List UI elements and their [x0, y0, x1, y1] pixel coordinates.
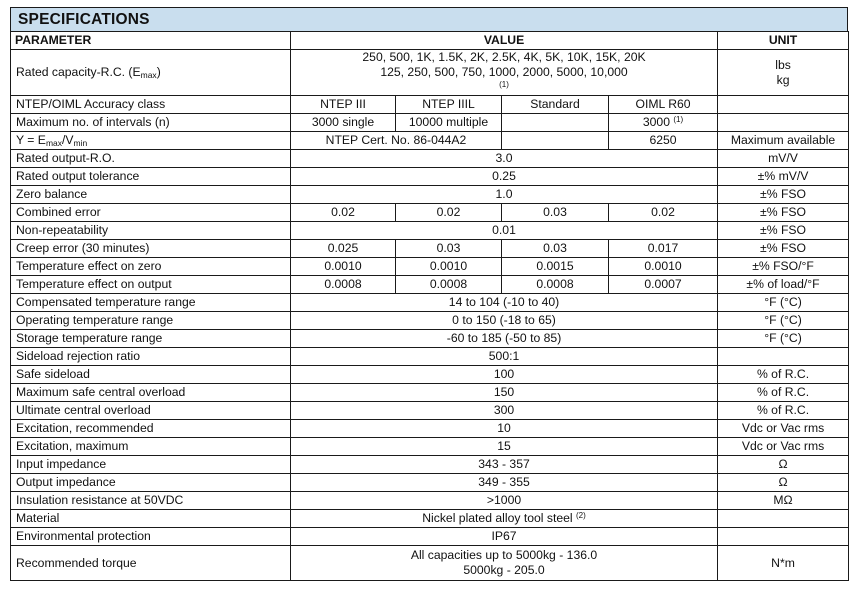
row-label: Zero balance	[11, 186, 291, 204]
row-value: 0.02	[291, 204, 396, 222]
row-label: Compensated temperature range	[11, 294, 291, 312]
row-label: Environmental protection	[11, 528, 291, 546]
row-value: 0.01	[291, 222, 718, 240]
row-value: 0.017	[609, 240, 718, 258]
row-unit: % of R.C.	[718, 384, 849, 402]
row-unit: Vdc or Vac rms	[718, 438, 849, 456]
unit-line-1: lbs	[775, 57, 791, 72]
row-unit: N*m	[718, 546, 849, 581]
row-unit: Maximum available	[718, 132, 849, 150]
table-row	[11, 510, 849, 528]
row-value: 1.0	[291, 186, 718, 204]
table-row	[11, 330, 849, 348]
table-row	[11, 438, 849, 456]
row-unit: ±% FSO	[718, 222, 849, 240]
row-unit: ±% of load/°F	[718, 276, 849, 294]
table-row	[11, 546, 849, 581]
row-value: 100	[291, 366, 718, 384]
row-unit	[718, 348, 849, 366]
specifications-table	[10, 31, 849, 581]
row-value: 349 - 355	[291, 474, 718, 492]
row-value: 14 to 104 (-10 to 40)	[291, 294, 718, 312]
row-value: 0.03	[502, 204, 609, 222]
section-title	[10, 7, 848, 31]
row-value: 3.0	[291, 150, 718, 168]
row-value: 6250	[609, 132, 718, 150]
row-unit: °F (°C)	[718, 312, 849, 330]
section-title-text: SPECIFICATIONS	[18, 10, 150, 28]
row-label: Excitation, recommended	[11, 420, 291, 438]
row-value: 0.0015	[502, 258, 609, 276]
table-row	[11, 384, 849, 402]
row-value	[502, 132, 609, 150]
row-label: Ultimate central overload	[11, 402, 291, 420]
row-value: 0.0010	[609, 258, 718, 276]
row-value: 0.0008	[291, 276, 396, 294]
row-unit: MΩ	[718, 492, 849, 510]
row-unit	[718, 510, 849, 528]
footnote-marker: (1)	[499, 80, 509, 89]
row-value: 0.0008	[396, 276, 502, 294]
row-label: Combined error	[11, 204, 291, 222]
row-value: 0.0008	[502, 276, 609, 294]
table-row	[11, 312, 849, 330]
table-row	[11, 366, 849, 384]
row-value: 150	[291, 384, 718, 402]
row-unit: °F (°C)	[718, 330, 849, 348]
label-text: Rated capacity-R.C. (E	[16, 65, 141, 79]
table-row	[11, 114, 849, 132]
row-label: Output impedance	[11, 474, 291, 492]
row-unit	[718, 50, 849, 96]
row-label: NTEP/OIML Accuracy class	[11, 96, 291, 114]
row-value	[291, 50, 718, 96]
header-row	[11, 32, 849, 50]
table-row	[11, 276, 849, 294]
table-row	[11, 456, 849, 474]
row-value: 0.0010	[396, 258, 502, 276]
row-value	[291, 546, 718, 581]
table-row	[11, 492, 849, 510]
row-value: 10	[291, 420, 718, 438]
row-value: NTEP Cert. No. 86-044A2	[291, 132, 502, 150]
row-value: 343 - 357	[291, 456, 718, 474]
row-unit: Ω	[718, 456, 849, 474]
table-row	[11, 186, 849, 204]
row-value: 0.02	[396, 204, 502, 222]
row-label: Recommended torque	[11, 546, 291, 581]
row-value: IP67	[291, 528, 718, 546]
unit-line-2: kg	[776, 72, 790, 87]
row-label: Rated output-R.O.	[11, 150, 291, 168]
specifications-panel	[10, 7, 848, 581]
row-label: Non-repeatability	[11, 222, 291, 240]
header-unit: UNIT	[718, 32, 849, 50]
label-text-end: )	[156, 65, 161, 79]
row-value: 0 to 150 (-18 to 65)	[291, 312, 718, 330]
row-unit	[718, 96, 849, 114]
row-value: 0.03	[502, 240, 609, 258]
table-row	[11, 240, 849, 258]
row-label: Safe sideload	[11, 366, 291, 384]
row-value	[502, 114, 609, 132]
row-value: >1000	[291, 492, 718, 510]
table-row	[11, 528, 849, 546]
header-parameter: PARAMETER	[11, 32, 291, 50]
row-unit: °F (°C)	[718, 294, 849, 312]
row-unit: ±% mV/V	[718, 168, 849, 186]
table-row	[11, 132, 849, 150]
table-row	[11, 294, 849, 312]
row-value: 0.025	[291, 240, 396, 258]
row-unit: ±% FSO	[718, 186, 849, 204]
table-row	[11, 50, 849, 96]
row-value: 3000 single	[291, 114, 396, 132]
label-subscript: max	[140, 70, 157, 80]
row-value: 15	[291, 438, 718, 456]
row-value: 0.25	[291, 168, 718, 186]
footnote-marker: (1)	[673, 115, 684, 124]
row-value: Nickel plated alloy tool steel $^{(2)}$	[291, 510, 718, 528]
table-row	[11, 204, 849, 222]
row-value: 0.03	[396, 240, 502, 258]
table-row	[11, 348, 849, 366]
row-unit: ±% FSO	[718, 204, 849, 222]
row-value: OIML R60	[609, 96, 718, 114]
table-row	[11, 96, 849, 114]
row-value: 0.0010	[291, 258, 396, 276]
table-row	[11, 168, 849, 186]
table-row	[11, 258, 849, 276]
table-row	[11, 420, 849, 438]
row-value: NTEP IIIL	[396, 96, 502, 114]
row-label: Maximum safe central overload	[11, 384, 291, 402]
row-label: $Y = E_{max}/V_{min}$	[11, 132, 291, 150]
row-value: Standard	[502, 96, 609, 114]
value-line-1: All capacities up to 5000kg - 136.0	[410, 548, 598, 562]
row-label: Temperature effect on output	[11, 276, 291, 294]
row-unit	[718, 114, 849, 132]
table-row	[11, 474, 849, 492]
table-row	[11, 222, 849, 240]
row-value: 500:1	[291, 348, 718, 366]
row-label: Sideload rejection ratio	[11, 348, 291, 366]
row-value: 0.0007	[609, 276, 718, 294]
row-label: Temperature effect on zero	[11, 258, 291, 276]
value-line-2: 125, 250, 500, 750, 1000, 2000, 5000, 10,000 $^{(1)}$	[380, 65, 628, 89]
row-label: Creep error (30 minutes)	[11, 240, 291, 258]
row-unit	[718, 528, 849, 546]
row-unit: % of R.C.	[718, 366, 849, 384]
row-unit: ±% FSO/°F	[718, 258, 849, 276]
row-unit: Vdc or Vac rms	[718, 420, 849, 438]
row-value: -60 to 185 (-50 to 85)	[291, 330, 718, 348]
row-value: NTEP III	[291, 96, 396, 114]
value-line-1: 250, 500, 1K, 1.5K, 2K, 2.5K, 4K, 5K, 10K, 15K, 20K	[362, 50, 646, 64]
header-value: VALUE	[291, 32, 718, 50]
row-unit: Ω	[718, 474, 849, 492]
row-label: Insulation resistance at 50VDC	[11, 492, 291, 510]
row-label: Maximum no. of intervals (n)	[11, 114, 291, 132]
row-label: Rated output tolerance	[11, 168, 291, 186]
row-unit: % of R.C.	[718, 402, 849, 420]
footnote-marker: (2)	[576, 511, 586, 520]
row-unit: mV/V	[718, 150, 849, 168]
value-line-2: 5000kg - 205.0	[463, 563, 545, 577]
row-label: Material	[11, 510, 291, 528]
table-row	[11, 150, 849, 168]
row-label: Operating temperature range	[11, 312, 291, 330]
row-value: 0.02	[609, 204, 718, 222]
row-value: 10000 multiple	[396, 114, 502, 132]
row-label	[11, 50, 291, 96]
row-value: 300	[291, 402, 718, 420]
row-label: Storage temperature range	[11, 330, 291, 348]
table-row	[11, 402, 849, 420]
row-value: 3000 $^{(1)}$	[609, 114, 718, 132]
row-unit: ±% FSO	[718, 240, 849, 258]
row-label: Input impedance	[11, 456, 291, 474]
row-label: Excitation, maximum	[11, 438, 291, 456]
